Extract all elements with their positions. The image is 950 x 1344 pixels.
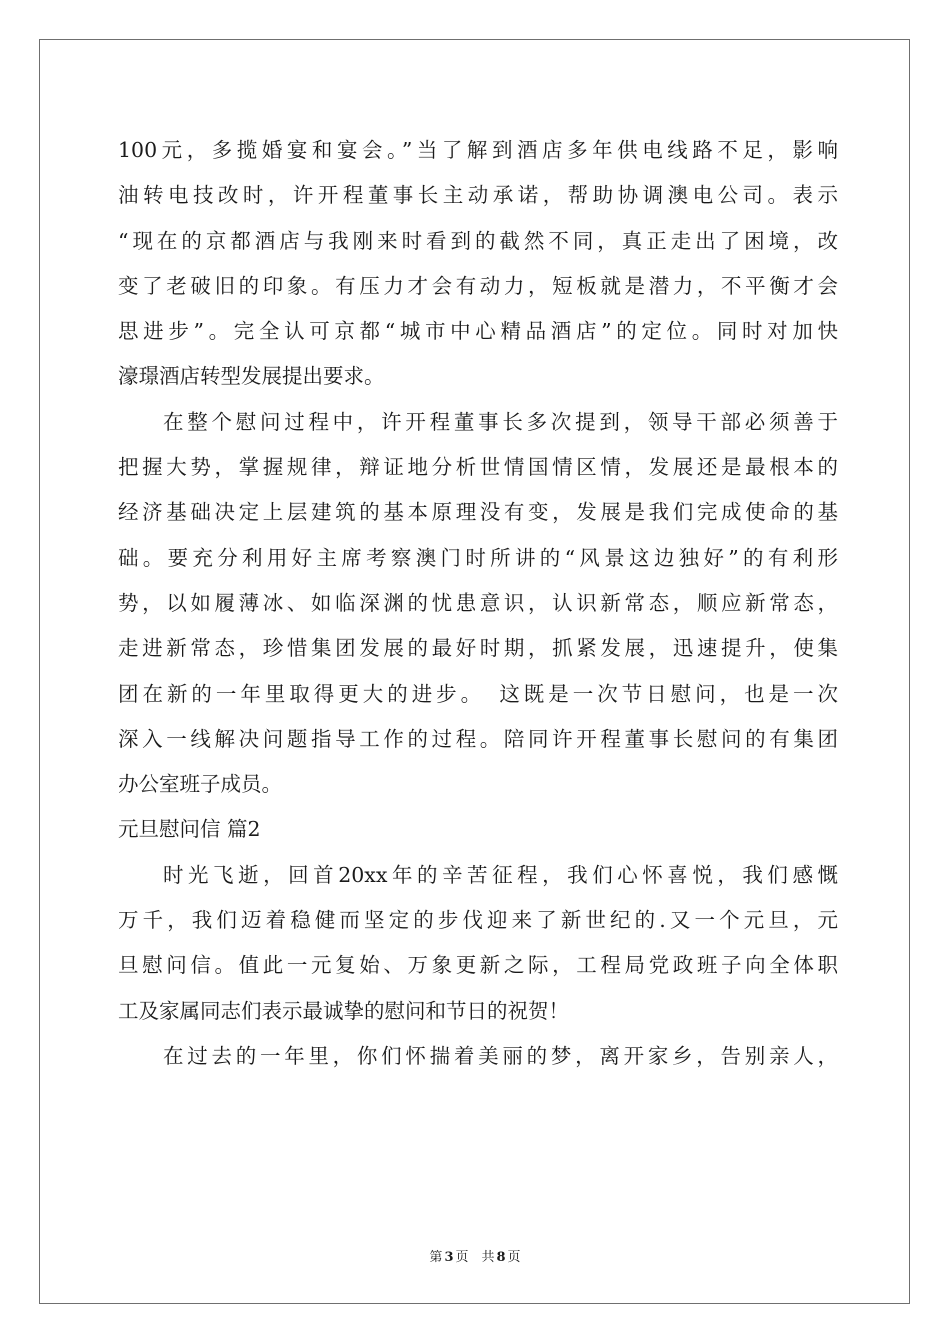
paragraph-line: 势，以如履薄冰、如临深渊的忧患意识，认识新常态，顺应新常态， (118, 590, 838, 615)
paragraph-line: “现在的京都酒店与我刚来时看到的截然不同，真正走出了困境，改 (118, 228, 838, 253)
paragraph-line: 深入一线解决问题指导工作的过程。陪同许开程董事长慰问的有集团 (118, 726, 838, 751)
paragraph-line: 走进新常态，珍惜集团发展的最好时期，抓紧发展，迅速提升，使集 (118, 636, 838, 661)
document-body (118, 128, 838, 1079)
paragraph-line: 100元，多揽婚宴和宴会。”当了解到酒店多年供电线路不足，影响 (118, 138, 838, 162)
paragraph-line: 在过去的一年里，你们怀揣着美丽的梦，离开家乡，告别亲人， (163, 1043, 838, 1068)
paragraph-line: 工及家属同志们表示最诚挚的慰问和节日的祝贺！ (118, 998, 569, 1023)
paragraph-line: 团在新的一年里取得更大的进步。 这既是一次节日慰问，也是一次 (118, 681, 838, 706)
paragraph-line: 经济基础决定上层建筑的基本原理没有变，发展是我们完成使命的基 (118, 500, 838, 525)
section-heading: 元旦慰问信 篇2 (118, 817, 261, 842)
paragraph-line: 在整个慰问过程中，许开程董事长多次提到，领导干部必须善于 (163, 409, 838, 434)
paragraph-line: 油转电技改时，许开程董事长主动承诺，帮助协调澳电公司。表示 (118, 183, 838, 208)
paragraph-line: 办公室班子成员。 (118, 772, 282, 797)
paragraph-line: 万千，我们迈着稳健而坚定的步伐迎来了新世纪的.又一个元旦，元 (118, 908, 838, 933)
page-number-prefix: 第 (429, 1250, 443, 1265)
page-footer (0, 1246, 950, 1265)
paragraph-line: 把握大势，掌握规律，辩证地分析世情国情区情，发展还是最根本的 (118, 455, 838, 480)
page-number-suffix: 页 (507, 1250, 521, 1265)
paragraph-line: 础。要充分利用好主席考察澳门时所讲的“风景这边独好”的有利形 (118, 545, 838, 570)
paragraph-line: 濠璟酒店转型发展提出要求。 (118, 364, 385, 389)
page-number-total: 8 (496, 1250, 506, 1265)
paragraph-line: 旦慰问信。值此一元复始、万象更新之际，工程局党政班子向全体职 (118, 953, 838, 978)
paragraph-line: 时光飞逝，回首20xx年的辛苦征程，我们心怀喜悦，我们感慨 (163, 862, 838, 887)
page-number-mid: 页 共 (455, 1250, 495, 1265)
paragraph-line: 变了老破旧的印象。有压力才会有动力，短板就是潜力，不平衡才会 (118, 273, 838, 298)
paragraph-line: 思进步”。完全认可京都“城市中心精品酒店”的定位。同时对加快 (118, 319, 838, 344)
page-number-current: 3 (444, 1250, 454, 1265)
